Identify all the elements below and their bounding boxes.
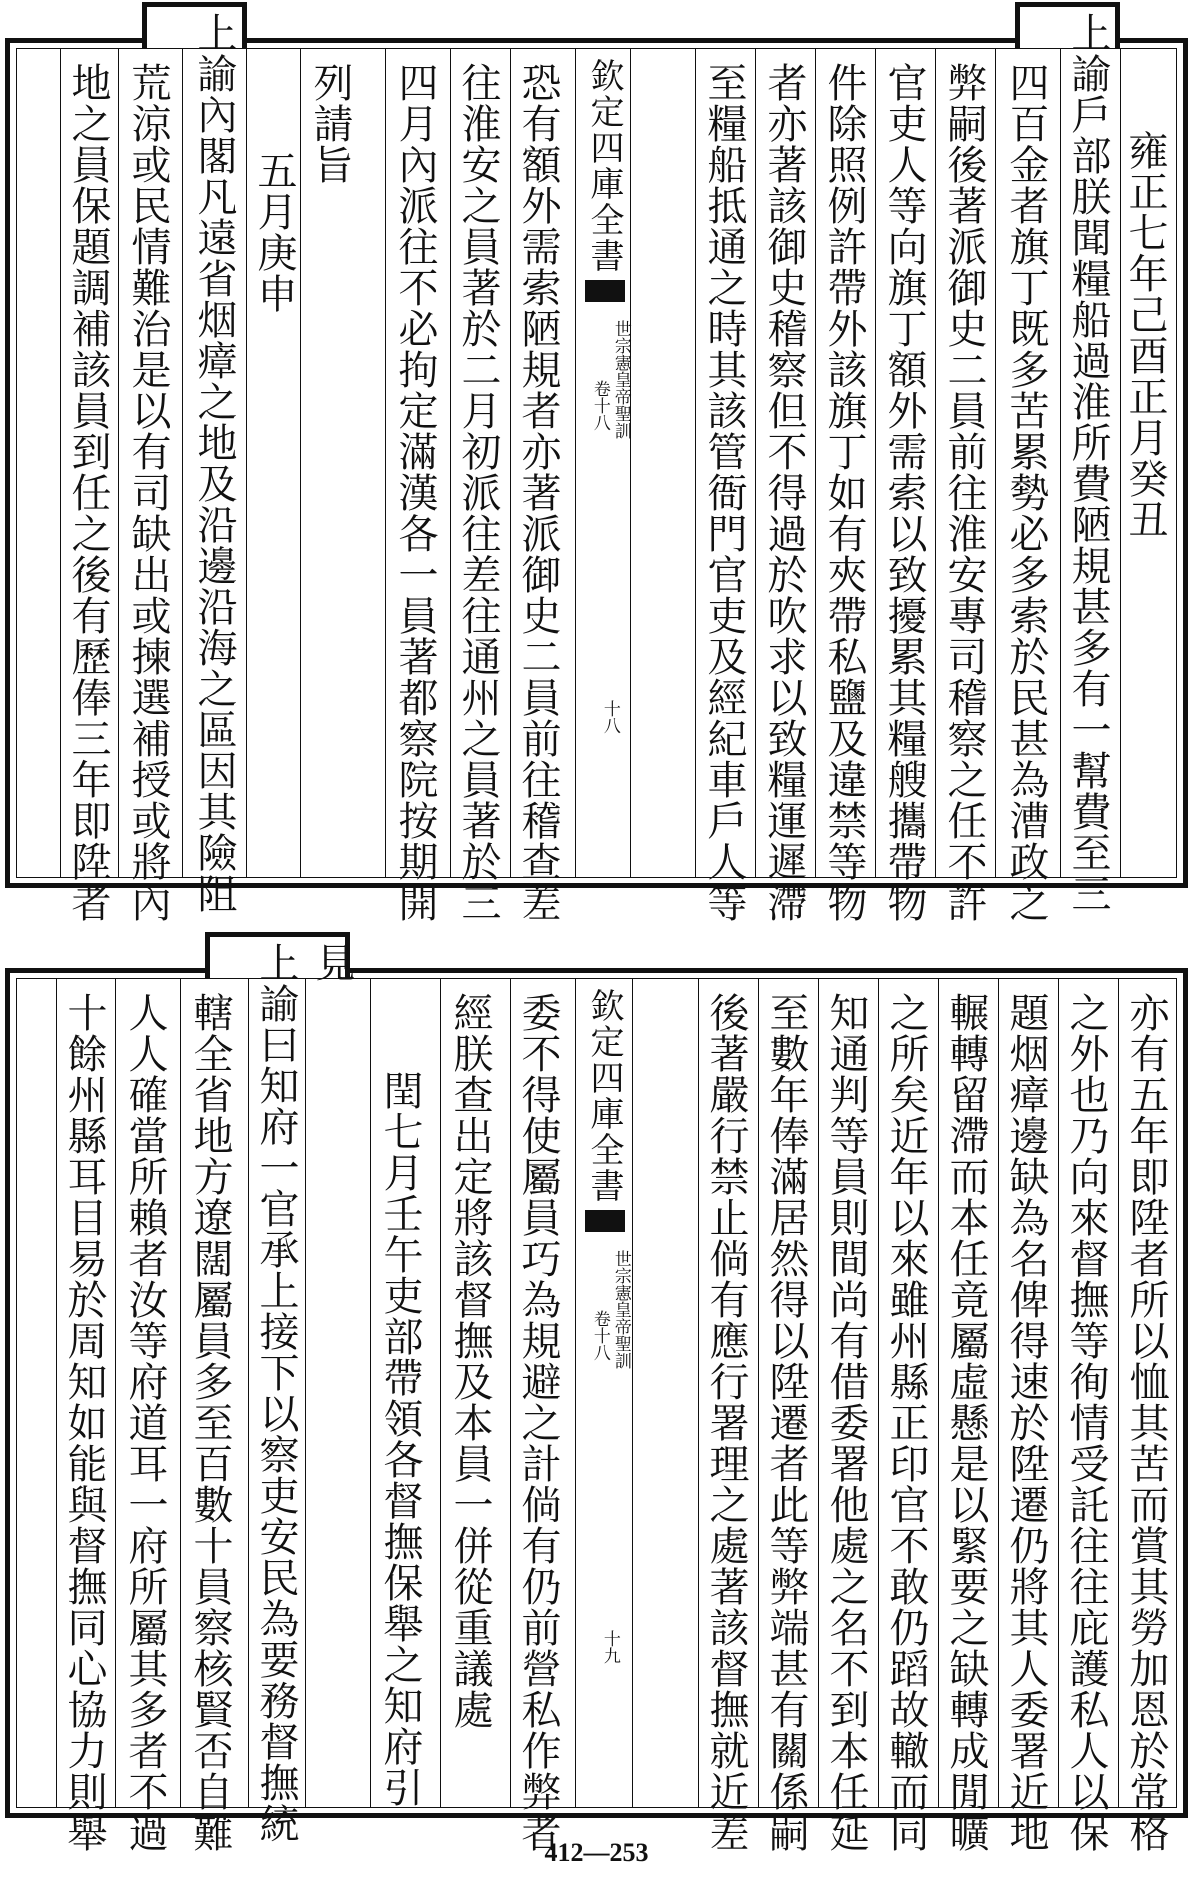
- text-column: 十餘州縣耳目易於周知如能與督撫同心協力則舉: [61, 992, 107, 1853]
- column-rule: [300, 48, 301, 878]
- column-rule: [815, 48, 816, 878]
- text-column: 弊嗣後著派御史二員前往淮安專司稽察之任不許: [941, 62, 987, 923]
- fold-volume: 卷十八: [589, 380, 610, 431]
- column-rule: [246, 48, 247, 878]
- text-column: 者亦著該御史稽察但不得過於吹求以致糧運遲滯: [761, 62, 807, 923]
- text-column: 閏七月壬午吏部帶領各督撫保舉之知府引: [377, 1070, 423, 1808]
- column-rule: [632, 978, 633, 1808]
- text-column: 經朕查出定將該督撫及本員一併從重議處: [447, 992, 493, 1730]
- text-column: 地之員保題調補該員到任之後有歷俸三年即陞者: [65, 62, 111, 923]
- column-rule: [695, 48, 696, 878]
- text-column: 上諭內閣凡遠省烟瘴之地及沿邊沿海之區因其險阻: [191, 12, 237, 914]
- text-column: 至糧船抵通之時其該管衙門官吏及經紀車戶人等: [701, 62, 747, 923]
- top-page: [0, 0, 1193, 923]
- column-rule: [118, 48, 119, 878]
- column-rule: [935, 48, 936, 878]
- text-column: 見: [309, 942, 355, 983]
- column-rule: [440, 978, 441, 1808]
- text-column: 之外也乃向來督撫等徇情受託往往庇護私人以保: [1063, 992, 1109, 1853]
- text-column: 至數年俸滿居然得以陞遷者此等弊端甚有關係嗣: [763, 992, 809, 1853]
- column-rule: [182, 48, 183, 878]
- column-rule: [385, 48, 386, 878]
- text-column: 題烟瘴邊缺為名俾得速於陞遷仍將其人委署近地: [1003, 992, 1049, 1853]
- column-rule: [305, 978, 306, 1808]
- text-column: 列請旨: [307, 62, 353, 185]
- banner-title: 欽定四庫全書: [584, 58, 624, 274]
- column-rule: [115, 978, 116, 1808]
- text-column: 雍正七年己酉正月癸丑: [1122, 130, 1168, 540]
- column-rule: [1058, 978, 1059, 1808]
- text-column: 四百金者旗丁既多苦累勢必多索於民甚為漕政之: [1003, 62, 1049, 923]
- text-column: 四月內派往不必拘定滿漢各一員著都察院按期開: [392, 62, 438, 923]
- text-column: 件除照例許帶外該旗丁如有夾帶私鹽及違禁等物: [821, 62, 867, 923]
- column-rule: [938, 978, 939, 1808]
- text-column: 知通判等員則間尚有借委署他處之名不到本任延: [823, 992, 869, 1853]
- text-column: 人人確當所賴者汝等府道耳一府所屬其多者不過: [122, 992, 168, 1853]
- column-rule: [370, 978, 371, 1808]
- column-rule: [60, 48, 61, 878]
- column-rule: [180, 978, 181, 1808]
- column-rule: [875, 48, 876, 878]
- column-rule: [995, 48, 996, 878]
- column-rule: [1120, 48, 1121, 878]
- fold-page-number: 十八: [599, 700, 620, 734]
- text-column: 荒涼或民情難治是以有司缺出或揀選補授或將內: [125, 62, 171, 923]
- column-rule: [1060, 48, 1061, 878]
- fold-page-number: 十九: [599, 1630, 620, 1664]
- column-rule: [698, 978, 699, 1808]
- column-rule: [758, 978, 759, 1808]
- column-rule: [510, 978, 511, 1808]
- column-rule: [1118, 978, 1119, 1808]
- text-column: 官吏人等向旗丁額外需索以致擾累其糧艘攜帶物: [881, 62, 927, 923]
- column-rule: [878, 978, 879, 1808]
- text-column: 轄全省地方遼闊屬員多至百數十員察核賢否自難: [187, 992, 233, 1853]
- text-column: 上諭戶部朕聞糧船過淮所費陋規甚多有一幫費至三: [1065, 12, 1111, 914]
- column-rule: [575, 978, 576, 1808]
- text-column: 上諭曰知府一官承上接下以察吏安民為要務督撫統: [253, 942, 299, 1844]
- fold-title: 世宗憲皇帝聖訓: [610, 320, 631, 439]
- column-rule: [510, 48, 511, 878]
- text-column: 委不得使屬員巧為規避之計倘有仍前營私作弊者: [515, 992, 561, 1853]
- text-column: 恐有額外需索陋規者亦著派御史二員前往稽查差: [515, 62, 561, 923]
- text-column: 往淮安之員著於二月初派往差往通州之員著於三: [455, 62, 501, 923]
- banner-title: 欽定四庫全書: [584, 988, 624, 1204]
- text-column: 之所矣近年以來雖州縣正印官不敢仍蹈故轍而同: [883, 992, 929, 1853]
- text-column: 後著嚴行禁止倘有應行署理之處著該督撫就近差: [703, 992, 749, 1853]
- text-column: 亦有五年即陞者所以恤其苦而賞其勞加恩於常格: [1123, 992, 1169, 1853]
- column-rule: [575, 48, 576, 878]
- column-rule: [755, 48, 756, 878]
- column-rule: [630, 48, 631, 878]
- column-rule: [248, 978, 249, 1808]
- column-rule: [998, 978, 999, 1808]
- column-rule: [56, 978, 57, 1808]
- column-rule: [818, 978, 819, 1808]
- column-rule: [450, 48, 451, 878]
- text-column: 輾轉留滯而本任竟屬虛懸是以緊要之缺轉成閒曠: [943, 992, 989, 1853]
- fold-volume: 卷十八: [589, 1310, 610, 1361]
- text-column: 五月庚申: [251, 150, 297, 314]
- fold-title: 世宗憲皇帝聖訓: [610, 1250, 631, 1369]
- page-number: 412—253: [544, 1838, 649, 1867]
